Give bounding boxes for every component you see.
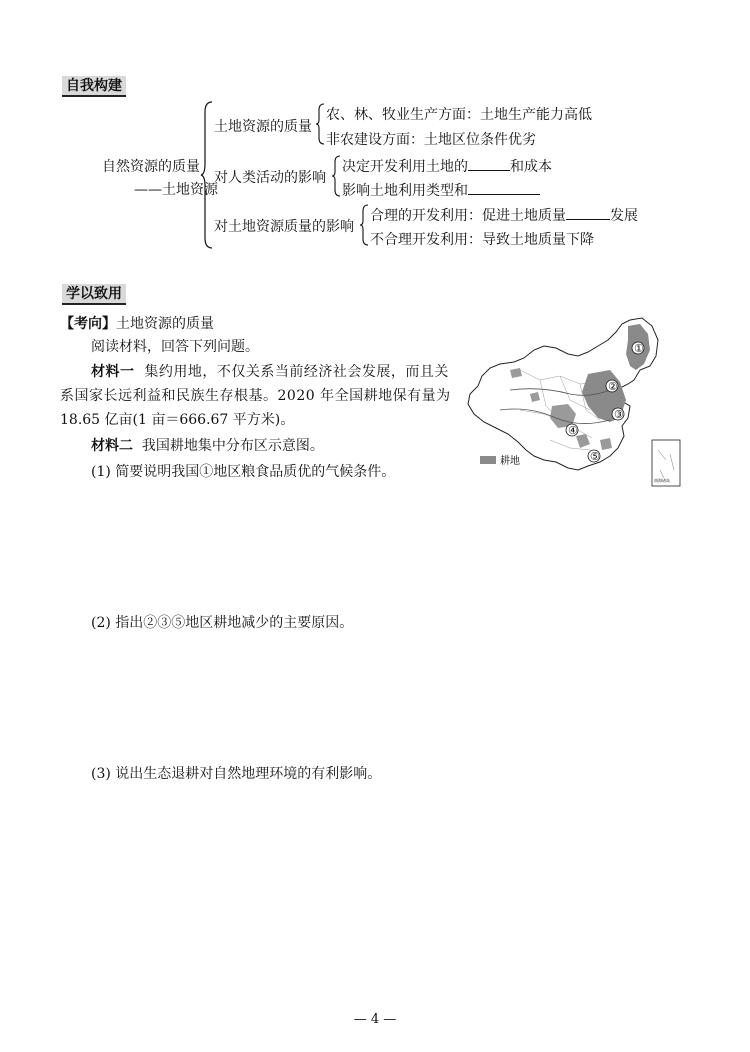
branch2-item1-post: 和成本 [510,159,552,175]
root-subtitle: ——土地资源 [134,182,218,198]
branch2-item1-pre: 决定开发利用土地的 [342,159,468,175]
branch1-title: 土地资源的质量 [214,119,312,135]
marker-1: ① [634,342,644,355]
answer-blank[interactable] [566,205,610,220]
question-3: (3) 说出生态退耕对自然地理环境的有利影响。 [91,766,382,782]
marker-4: ④ [568,424,578,437]
branch2-item1 [342,156,552,176]
main-brace [200,100,214,250]
material1-label: 材料一 [91,364,135,380]
branch3-item1-post: 发展 [610,208,638,224]
branch3-item1 [370,205,638,225]
answer-blank[interactable] [468,180,540,195]
farmland-misc3 [600,438,612,450]
topic-text: 土地资源的质量 [116,316,214,332]
material2-label: 材料二 [91,438,133,454]
branch2-item2-pre: 影响土地利用类型和 [342,183,468,199]
legend-label: 耕地 [500,456,520,467]
marker-5: ⑤ [590,450,600,463]
material1-line1 [91,361,449,381]
branch3-item2: 不合理开发利用：导致土地质量下降 [370,232,594,248]
brace-branch3 [359,203,369,247]
material1-text1: 集约用地，不仅关系当前经济社会发展，而且关 [144,364,449,380]
inset-label: 南海诸岛 [654,478,670,483]
material1-line3: 18.65 亿亩(1 亩＝666.67 平方米)。 [60,412,295,428]
root-title: 自然资源的质量 [102,159,200,175]
material2-line [91,435,324,455]
brace-branch2 [331,154,341,198]
question-2: (2) 指出②③⑤地区耕地减少的主要原因。 [91,615,354,631]
material1-line2: 系国家长远利益和民族生存根基。2020 年全国耕地保有量为 [60,388,451,404]
topic-bracket: 【考向】 [60,316,116,332]
branch2-title: 对人类活动的影响 [214,170,326,186]
brace-branch1 [315,102,325,146]
branch3-title: 对土地资源质量的影响 [214,219,354,235]
topic-heading [60,313,214,333]
page-number: — 4 — [353,1012,397,1027]
branch1-item1: 农、林、牧业生产方面：土地生产能力高低 [326,107,592,123]
marker-3: ③ [614,408,624,421]
question-1: (1) 简要说明我国①地区粮食品质优的气候条件。 [91,464,396,480]
intro-text: 阅读材料，回答下列问题。 [91,339,259,355]
answer-blank[interactable] [468,156,510,171]
marker-2: ② [608,380,618,393]
branch3-item1-pre: 合理的开发利用：促进土地质量 [370,208,566,224]
section-label-apply: 学以致用 [62,284,126,305]
legend-swatch [480,456,496,464]
branch1-item2: 非农建设方面：土地区位条件优劣 [326,132,536,148]
branch2-item2 [342,180,540,200]
farmland-map [460,310,690,490]
material2-text: 我国耕地集中分布区示意图。 [141,438,324,454]
section-label-self-build: 自我构建 [62,76,126,97]
